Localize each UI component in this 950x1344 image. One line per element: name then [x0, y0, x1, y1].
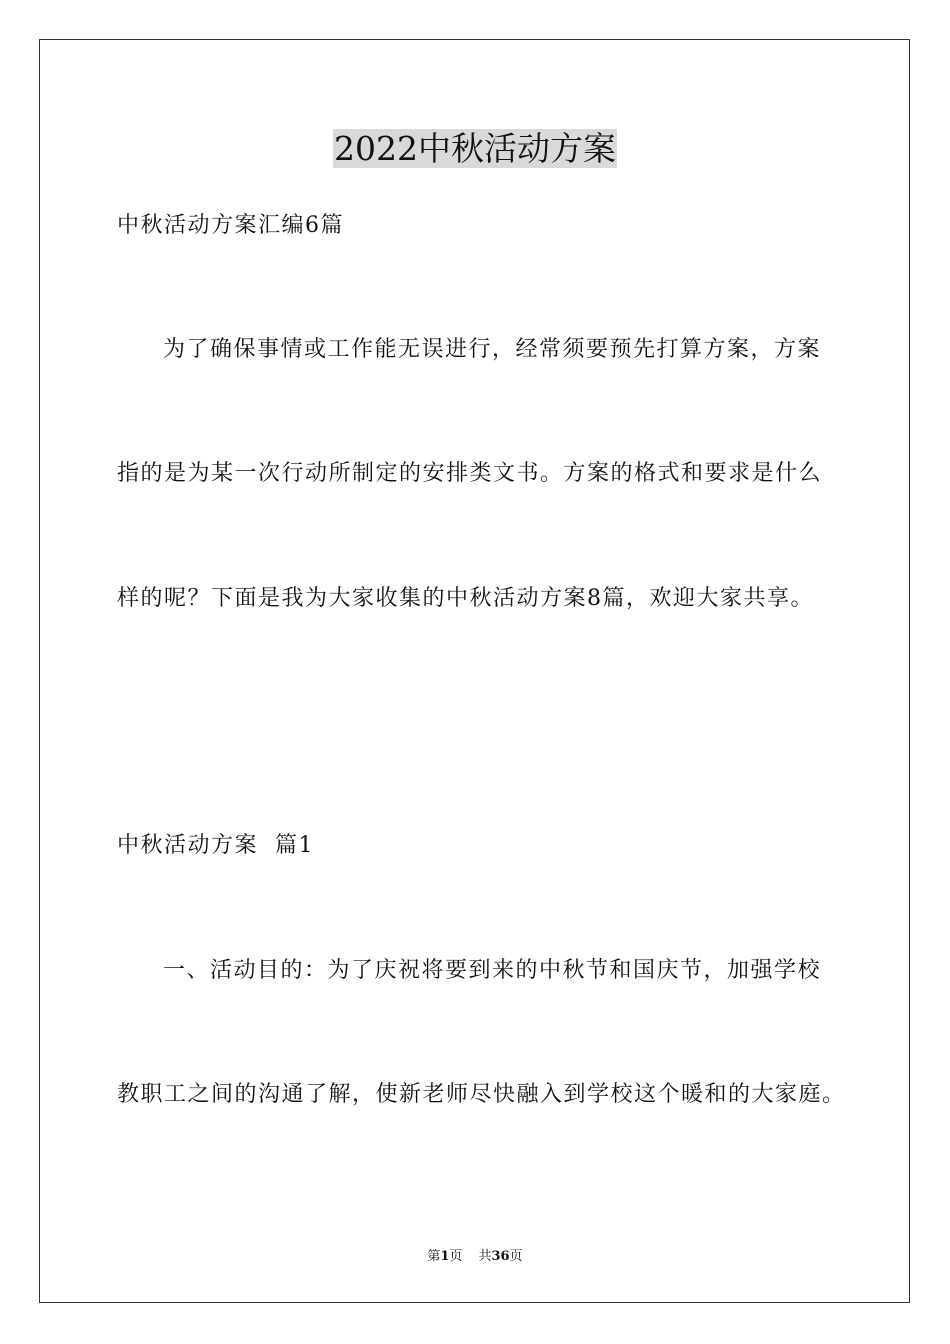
- footer-page-suffix: 页: [449, 1249, 463, 1264]
- intro-line-2: 指的是为某一次行动所制定的安排类文书。方案的格式和要求是什么: [117, 461, 823, 486]
- footer-page-prefix: 第: [427, 1249, 441, 1264]
- intro-line-3: 样的呢？下面是我为大家收集的中秋活动方案8篇，欢迎大家共享。: [117, 586, 814, 611]
- footer-total-suffix: 页: [509, 1249, 523, 1264]
- page-footer: [0, 1248, 950, 1266]
- section-line-2: 教职工之间的沟通了解，使新老师尽快融入到学校这个暖和的大家庭。: [117, 1082, 846, 1107]
- footer-total-pages: 36: [491, 1249, 510, 1264]
- section-heading: 中秋活动方案 篇1: [117, 833, 314, 858]
- footer-page-number: 1: [440, 1249, 450, 1264]
- intro-line-1: 为了确保事情或工作能无误进行，经常须要预先打算方案，方案: [163, 337, 822, 362]
- document-title: [0, 127, 950, 171]
- footer-total-prefix: 共: [478, 1249, 492, 1264]
- document-title-text: 2022中秋活动方案: [334, 129, 616, 168]
- document-subtitle: 中秋活动方案汇编6篇: [117, 213, 344, 238]
- section-line-1: 一、活动目的：为了庆祝将要到来的中秋节和国庆节，加强学校: [163, 958, 822, 983]
